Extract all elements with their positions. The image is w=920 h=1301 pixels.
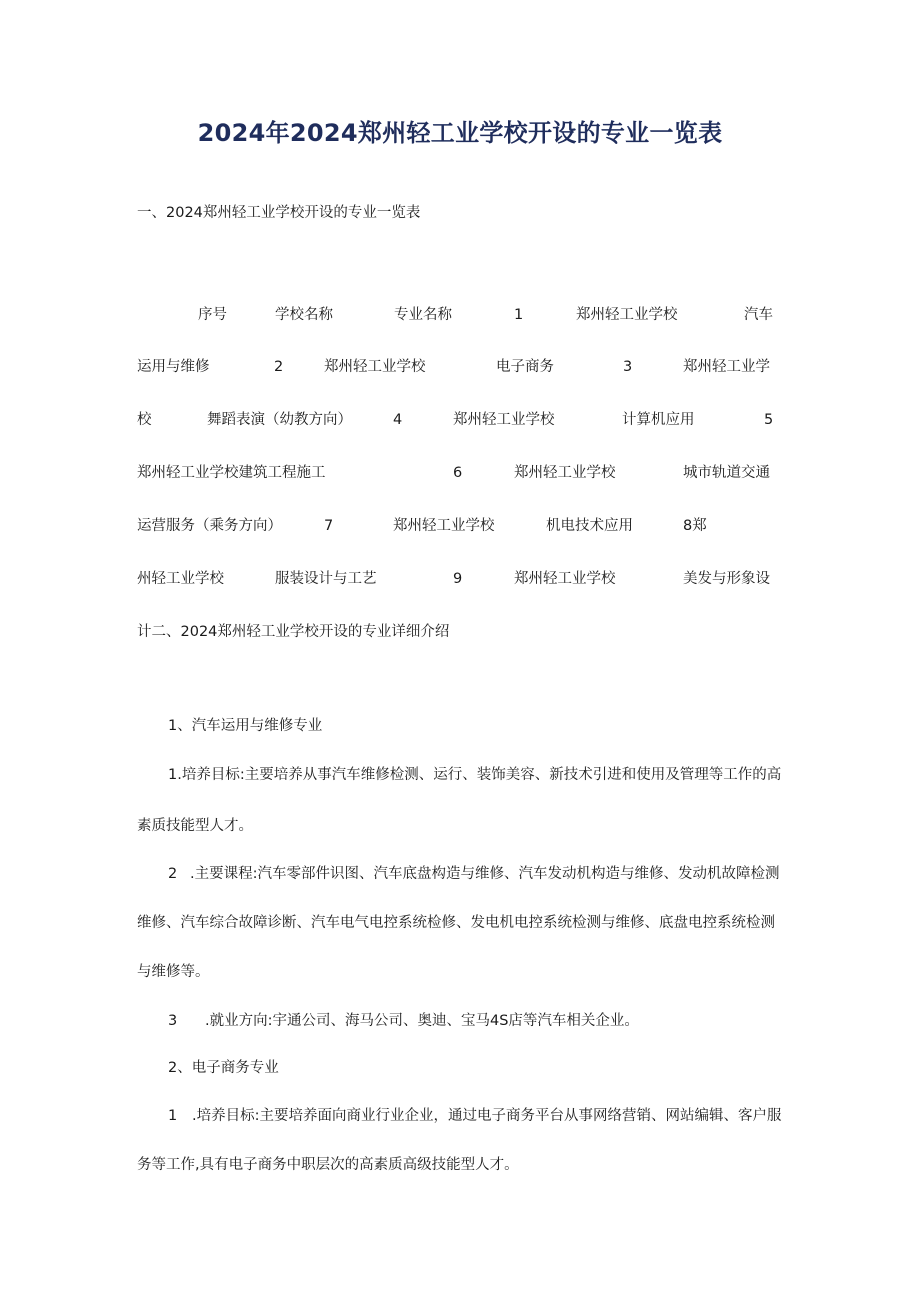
table-cell: 郑州轻工业学校	[514, 571, 616, 587]
table-cell: 运营服务（乘务方向）	[137, 518, 282, 534]
major1-goal-line2: 素质技能型人才。	[137, 818, 253, 834]
table-cell: 郑州轻工业学校	[576, 307, 678, 323]
table-cell: 郑州轻工业学	[683, 359, 770, 375]
document-title: 2024年2024郑州轻工业学校开设的专业一览表	[197, 119, 723, 147]
table-cell: 7	[324, 518, 334, 534]
table-cell: 郑州轻工业学校	[393, 518, 495, 534]
table-cell: 8郑	[683, 518, 707, 534]
major1-job-line1: .就业方向:宇通公司、海马公司、奥迪、宝马4S店等汽车相关企业。	[205, 1013, 639, 1029]
table-cell: 美发与形象设	[683, 571, 770, 587]
major2-goal-number: 1	[168, 1108, 178, 1124]
table-cell: 舞蹈表演（幼教方向）	[207, 412, 352, 428]
major2-heading: 2、电子商务专业	[168, 1060, 279, 1076]
table-cell: 机电技术应用	[546, 518, 633, 534]
table-cell: 序号	[198, 307, 227, 323]
major1-course-line1: .主要课程:汽车零部件识图、汽车底盘构造与维修、汽车发动机构造与维修、发动机故障检测	[190, 866, 780, 882]
table-cell: 计算机应用	[622, 412, 695, 428]
major2-goal-line2: 务等工作,具有电子商务中职层次的高素质高级技能型人才。	[137, 1157, 519, 1173]
table-cell: 3	[623, 359, 633, 375]
major1-heading: 1、汽车运用与维修专业	[168, 718, 323, 734]
table-cell: 学校名称	[275, 307, 333, 323]
section2-heading: 计二、2024郑州轻工业学校开设的专业详细介绍	[137, 624, 450, 640]
major1-goal-line1: 1.培养目标:主要培养从事汽车维修检测、运行、装饰美容、新技术引进和使用及管理等工作的高	[168, 767, 782, 783]
table-cell: 汽车	[744, 307, 773, 323]
table-cell: 专业名称	[394, 307, 452, 323]
table-cell: 郑州轻工业学校建筑工程施工	[137, 465, 326, 481]
table-cell: 郑州轻工业学校	[324, 359, 426, 375]
table-cell: 1	[514, 307, 524, 323]
table-cell: 电子商务	[496, 359, 554, 375]
major1-course-number: 2	[168, 866, 178, 882]
table-cell: 5	[764, 412, 774, 428]
table-cell: 4	[393, 412, 403, 428]
major2-goal-line1: .培养目标:主要培养面向商业行业企业，通过电子商务平台从事网络营销、网站编辑、客户服	[192, 1108, 782, 1124]
table-cell: 郑州轻工业学校	[514, 465, 616, 481]
table-cell: 运用与维修	[137, 359, 210, 375]
section1-heading: 一、2024郑州轻工业学校开设的专业一览表	[137, 205, 421, 221]
table-cell: 9	[453, 571, 463, 587]
table-cell: 服装设计与工艺	[275, 571, 377, 587]
table-cell: 州轻工业学校	[137, 571, 224, 587]
table-cell: 校	[137, 412, 152, 428]
major1-course-line3: 与维修等。	[137, 964, 210, 980]
table-cell: 2	[274, 359, 284, 375]
major1-course-line2: 维修、汽车综合故障诊断、汽车电气电控系统检修、发电机电控系统检测与维修、底盘电控系统检测	[137, 915, 775, 931]
table-cell: 6	[453, 465, 463, 481]
table-cell: 城市轨道交通	[683, 465, 770, 481]
table-cell: 郑州轻工业学校	[453, 412, 555, 428]
major1-job-number: 3	[168, 1013, 178, 1029]
